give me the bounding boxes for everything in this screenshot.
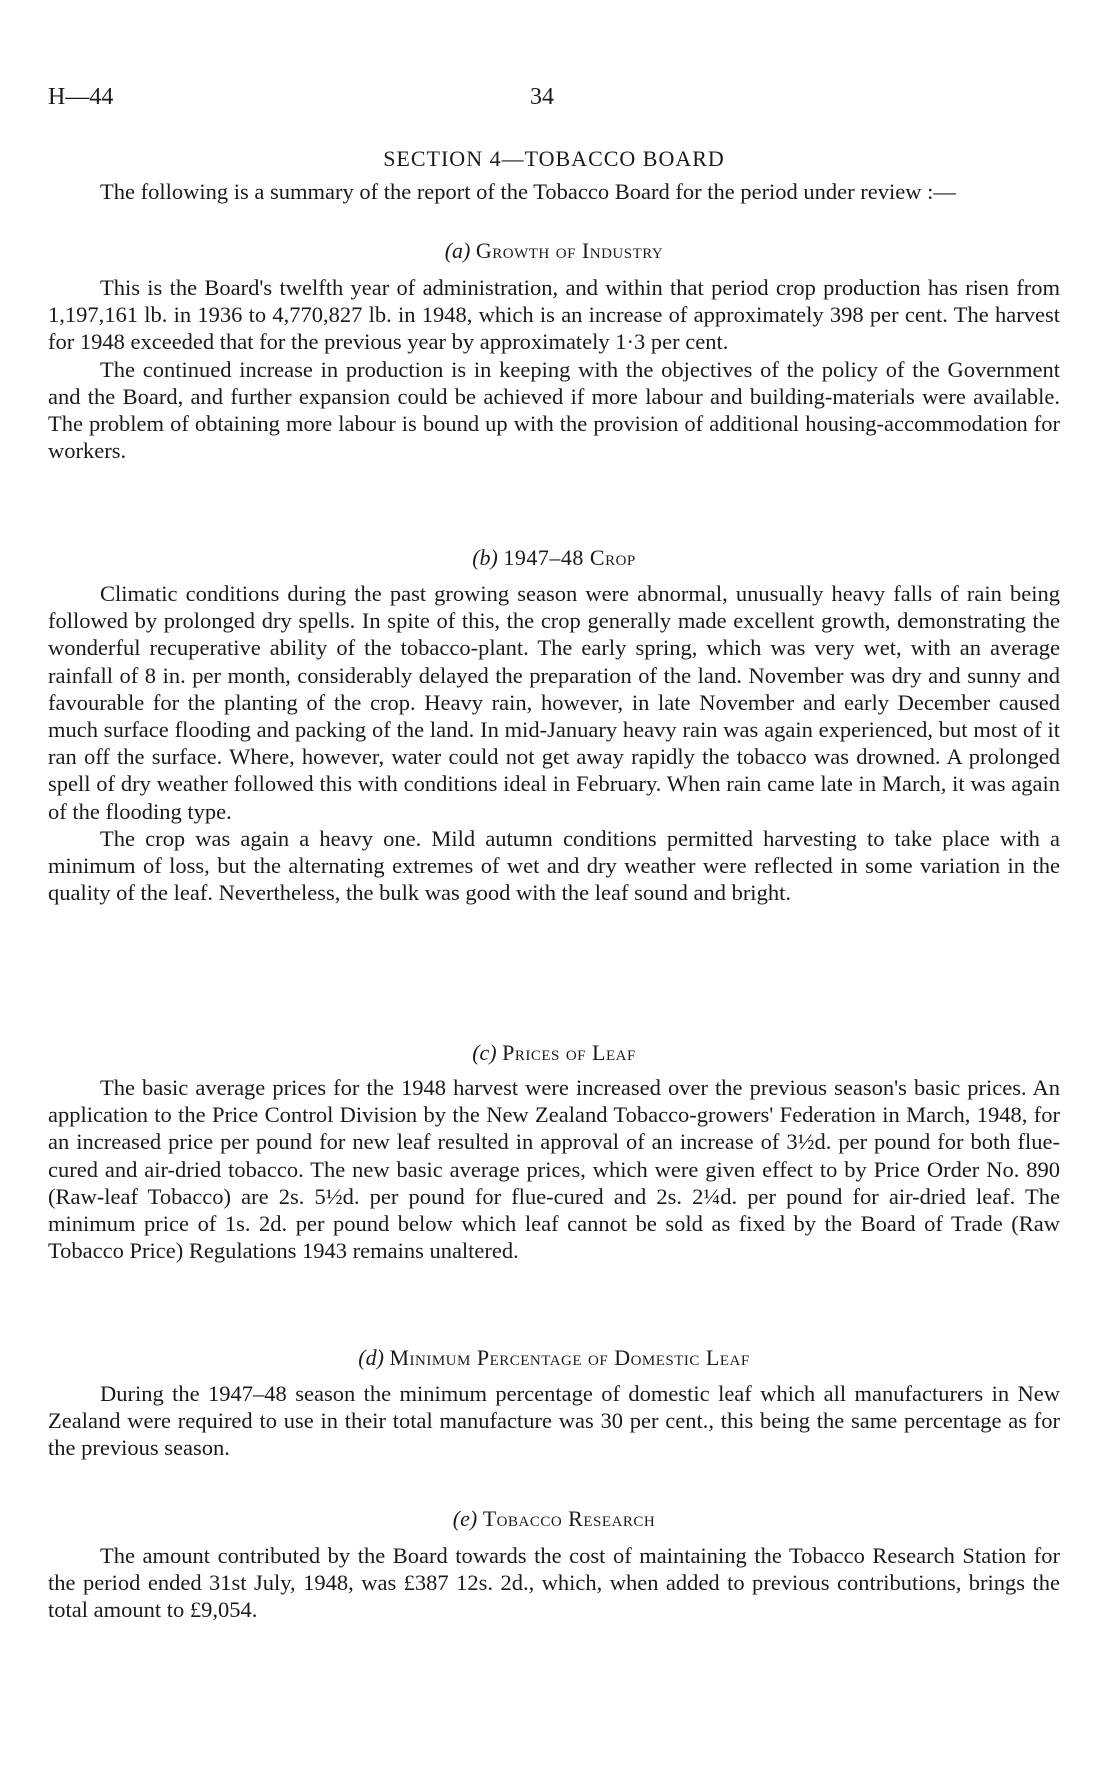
- intro-paragraph: The following is a summary of the report of the Tobacco Board for the period under review :—: [100, 179, 956, 204]
- paragraph: The continued increase in production is in keeping with the objectives of the policy of the Government and the Board, and further expansion could be achieved if more labour and building-materials were available. The problem of obtaining more labour is bound up with the provision of additional housing-accommodation for workers.: [48, 356, 1060, 464]
- heading-letter: (c): [472, 1040, 497, 1065]
- section-prices-of-leaf: [48, 1074, 1060, 1264]
- paragraph: During the 1947–48 season the minimum percentage of domestic leaf which all manufacturers in New Zealand were required to use in their total manufacture was 30 per cent., this being the same percentage as for the previous season.: [48, 1381, 1060, 1461]
- intro-block: [48, 178, 1060, 205]
- heading-title: 1947–48 Crop: [503, 545, 636, 570]
- heading-letter: (e): [452, 1506, 478, 1531]
- section-crop: [48, 580, 1060, 906]
- heading-tobacco-research: [48, 1506, 1060, 1532]
- heading-title: Tobacco Research: [482, 1506, 656, 1531]
- paragraph: The basic average prices for the 1948 harvest were increased over the previous season's basic prices. An application to the Price Control Division by the New Zealand Tobacco-growers' Federation in March, 1948, for an increased price per pound for new leaf resulted in approval of an increase of 3½d. per pound for both flue-cured and air-dried tobacco. The new basic average prices, which were given effect to by Price Order No. 890 (Raw-leaf Tobacco) are 2s. 5½d. per pound for flue-cured and 2s. 2¼d. per pound for air-dried leaf. The minimum price of 1s. 2d. per pound below which leaf cannot be sold as fixed by the Board of Trade (Raw Tobacco Price) Regulations 1943 remains unaltered.: [48, 1075, 1060, 1264]
- heading-letter: (a): [444, 238, 471, 263]
- section-minimum-percentage: [48, 1380, 1060, 1462]
- heading-letter: (d): [358, 1345, 384, 1370]
- heading-growth-of-industry: [48, 238, 1060, 264]
- paragraph: The crop was again a heavy one. Mild autumn conditions permitted harvesting to take place with a minimum of loss, but the alternating extremes of wet and dry weather were reflected in some variation in the quality of the leaf. Nevertheless, the bulk was good with the leaf sound and bright.: [48, 825, 1060, 906]
- document-reference: H—44: [48, 84, 114, 110]
- heading-crop: [48, 545, 1060, 571]
- heading-prices-of-leaf: [48, 1040, 1060, 1066]
- section-growth-of-industry: [48, 274, 1060, 464]
- paragraph: Climatic conditions during the past growing season were abnormal, unusually heavy falls of rain being followed by prolonged dry spells. In spite of this, the crop generally made excellent growth, demonstrating the wonderful recuperative ability of the tobacco-plant. The early spring, which was very wet, with an average rainfall of 8 in. per month, considerably delayed the preparation of the land. November was dry and sunny and favourable for the planting of the crop. Heavy rain, however, in late November and early December caused much surface flooding and packing of the land. In mid-January heavy rain was again experienced, but most of it ran off the surface. Where, however, water could not get away rapidly the tobacco was drowned. A prolonged spell of dry weather followed this with conditions ideal in February. When rain came late in March, it was again of the flooding type.: [48, 581, 1060, 824]
- heading-title: Growth of Industry: [475, 238, 664, 263]
- heading-letter: (b): [472, 545, 498, 570]
- section-title: SECTION 4—TOBACCO BOARD: [383, 146, 725, 171]
- heading-minimum-percentage: [48, 1345, 1060, 1371]
- page-number: 34: [530, 84, 554, 110]
- paragraph: The amount contributed by the Board towards the cost of maintaining the Tobacco Research Station for the period ended 31st July, 1948, was £387 12s. 2d., which, when added to previous contributions, brings the total amount to £9,054.: [48, 1543, 1060, 1623]
- page-header: [48, 84, 1060, 118]
- section-tobacco-research: [48, 1542, 1060, 1624]
- heading-title: Prices of Leaf: [502, 1040, 636, 1065]
- paragraph: This is the Board's twelfth year of administration, and within that period crop production has risen from 1,197,161 lb. in 1936 to 4,770,827 lb. in 1948, which is an increase of approximately 398 per cent. The harvest for 1948 exceeded that for the previous year by approximately 1·3 per cent.: [48, 275, 1060, 355]
- heading-title: Minimum Percentage of Domestic Leaf: [389, 1345, 750, 1370]
